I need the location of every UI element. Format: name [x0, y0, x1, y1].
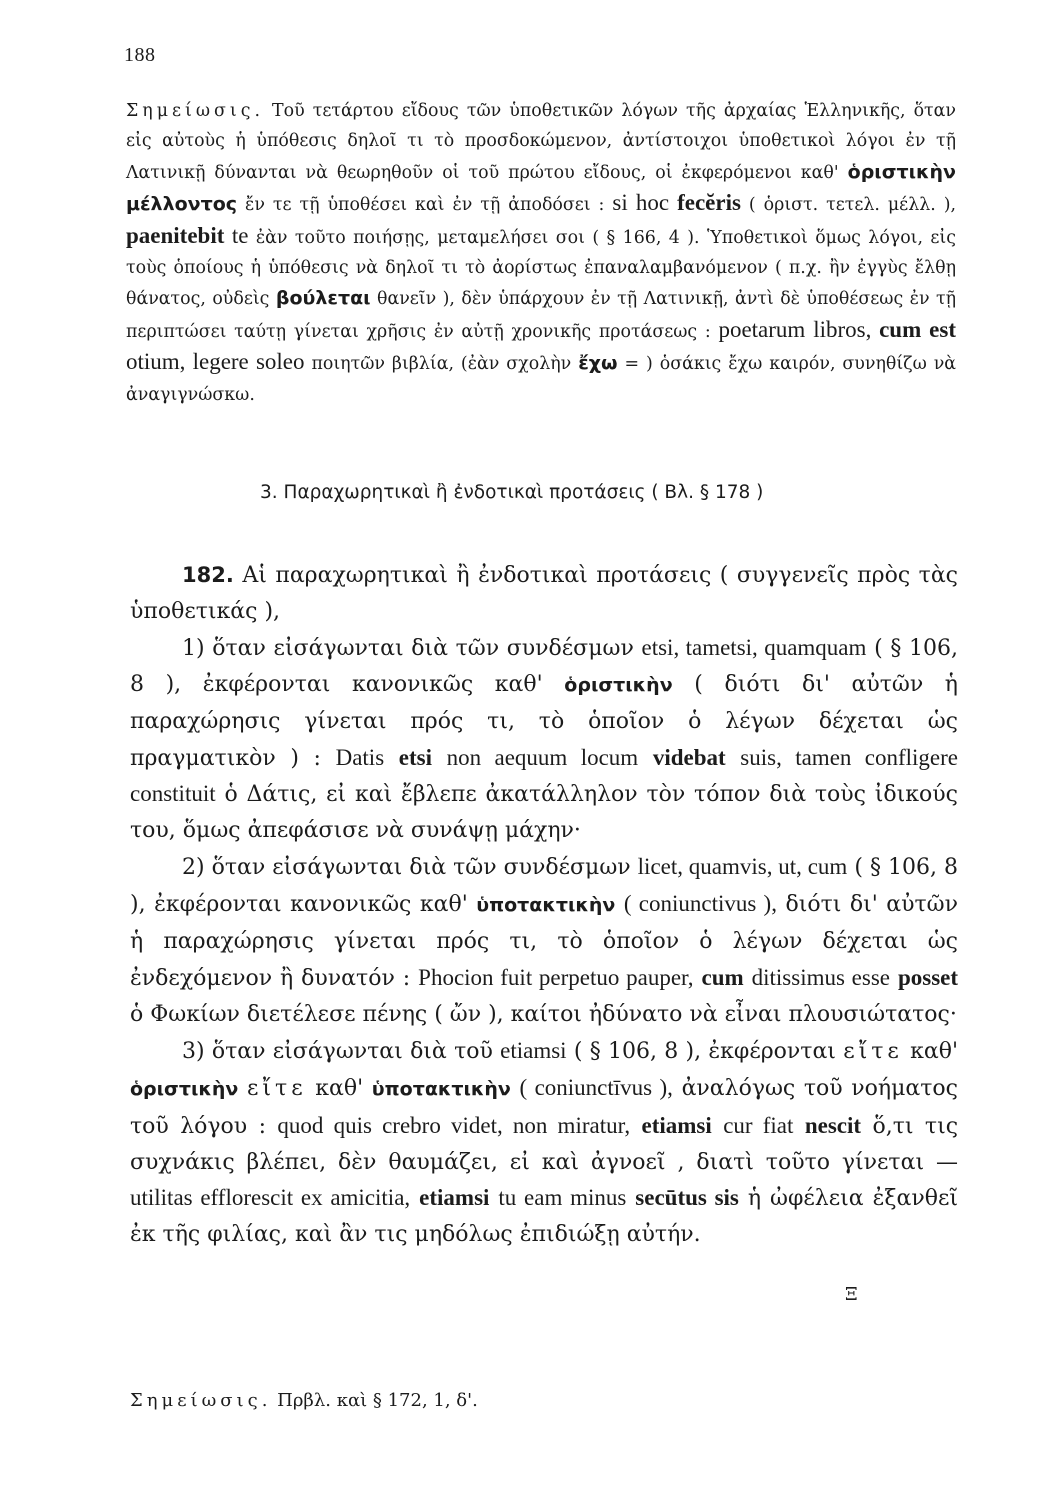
- item-text: διότι δι' αὐτῶν ἡ παραχώρησις γίνεται πρός τι, τὸ ὁποῖον ὁ λέγων δέχεται ὡς ἐνδεχόμενον ἢ δυνατόν :: [130, 892, 958, 991]
- note-2: [130, 1390, 478, 1411]
- item-text: ἀναλόγως τοῦ νοήματος τοῦ λόγου :: [130, 1075, 958, 1139]
- note-text: ( ὁριστ. τετελ. μέλλ. ),: [748, 195, 957, 216]
- section-number: 182.: [182, 563, 234, 587]
- item-text: ὅ,τι τις συχνάκις βλέπει, δὲν θαυμάζει, εἰ καὶ ἀγνοεῖ , διατὶ τοῦτο γίνεται —: [130, 1113, 959, 1175]
- latin-text: Datis: [335, 744, 385, 770]
- note-text: ἐὰν τοῦτο ποιήσῃς, μεταμελήσει σοι ( § 166, 4 ). Ὑποθετικοὶ ὅμως λόγοι, εἰς τοὺς ὁποίους ἡ ὑπόθεσις νὰ δηλοῖ τι τὸ ἀορίστως ἐπαναλαμβανόμενον ( π.χ. ἢν ἐγγὺς ἔλθῃ θάνατος, οὐδεὶς: [126, 227, 956, 310]
- item-text: ( § 106, 8 ), ἐκφέρονται κανονικῶς καθ': [130, 635, 958, 697]
- intro-text: Αἱ παραχωρητικαὶ ἢ ἐνδοτικαὶ προτάσεις ( συγγενεῖς πρὸς τὰς ὑποθετικάς ),: [130, 563, 958, 624]
- item-bold: ὁριστικὴν: [564, 673, 673, 696]
- item-text: ὁ Δάτις, εἰ καὶ ἔβλεπε ἀκατάλληλον τὸν τόπον διὰ τοὺς ἰδικούς του, ὅμως ἀπεφάσισε νὰ συνάψῃ μάχην·: [130, 782, 958, 844]
- latin-text: Phocion fuit perpetuo pauper,: [418, 964, 694, 990]
- latin-text: etiamsi: [500, 1037, 567, 1063]
- item-text: καθ': [315, 1075, 364, 1101]
- latin-bold: videbat: [652, 744, 726, 770]
- section-intro: [130, 558, 958, 630]
- note-text: = ) ὁσάκις ἔχω καιρόν, συνηθίζω νὰ ἀναγιγνώσκω.: [126, 354, 957, 405]
- latin-text: ( coniunctīvus ),: [519, 1074, 673, 1100]
- latin-bold: cum est: [879, 316, 957, 342]
- note-text: θανεῖν ), δὲν ὑπάρχουν ἐν τῇ Λατινικῇ, ἀντὶ δὲ ὑποθέσεως ἐν τῇ περιπτώσει ταύτῃ γίνεται χρῆσις ἐν αὐτῇ χρονικῆς προτάσεως :: [126, 289, 957, 342]
- spaced-word: εἴτε: [247, 1075, 307, 1101]
- note-text: Πρβλ. καὶ § 172, 1, δ'.: [277, 1390, 478, 1411]
- latin-text: ( coniunctivus ),: [623, 891, 777, 917]
- latin-bold: etiamsi: [641, 1112, 712, 1138]
- item-text: 3) ὅταν εἰσάγωνται διὰ τοῦ: [182, 1038, 493, 1064]
- note-bold: ὁριστικὴν μέλλοντος: [126, 160, 956, 216]
- spaced-word: εἴτε: [843, 1038, 903, 1064]
- section-182: [130, 558, 958, 1253]
- page-number: 188: [124, 44, 156, 66]
- latin-bold: secūtus sis: [635, 1185, 739, 1211]
- latin-text: suis, tamen confligere constituit: [130, 744, 958, 807]
- latin-bold: nescit: [804, 1112, 862, 1138]
- item-text: ( § 106, 8 ), ἐκφέρονται κανονικῶς καθ': [130, 855, 958, 918]
- latin-text: ditissimus esse: [751, 964, 890, 990]
- item-text: ἡ ὠφέλεια ἐξανθεῖ ἐκ τῆς φιλίας, καὶ ἂν τις μηδόλως ἐπιδιώξῃ αὐτήν.: [130, 1186, 958, 1248]
- margin-mark: Ξ: [845, 1284, 858, 1305]
- note-paragraph: [126, 96, 956, 410]
- latin-text: si hoc: [612, 190, 670, 216]
- latin-text: poetarum libros,: [718, 316, 872, 342]
- note-text: ἔν τε τῇ ὑποθέσει καὶ ἐν τῇ ἀποδόσει :: [245, 195, 605, 216]
- latin-bold: fecĕris: [677, 190, 741, 216]
- latin-text: tu eam minus: [498, 1185, 627, 1211]
- item-text: καθ': [910, 1038, 958, 1064]
- note-bold: ἔχω: [578, 352, 618, 375]
- item-3: [130, 1033, 958, 1253]
- note-text: ποιητῶν βιβλία, (ἐὰν σχολὴν: [311, 354, 572, 375]
- item-text: ( διότι δι' αὐτῶν ἡ παραχώρησις γίνεται πρός τι, τὸ ὁποῖον ὁ λέγων δέχεται ὡς πραγματικὸν ) :: [130, 671, 958, 771]
- latin-text: licet, quamvis, ut, cum: [637, 854, 848, 880]
- latin-text: otium, legere soleo: [126, 349, 305, 375]
- item-text: ( § 106, 8 ), ἐκφέρονται: [573, 1038, 836, 1064]
- latin-text: utilitas efflorescit ex amicitia,: [130, 1185, 411, 1211]
- item-bold: ὑποτακτικὴν: [476, 894, 616, 917]
- item-text: 1) ὅταν εἰσάγωνται διὰ τῶν συνδέσμων: [182, 635, 634, 661]
- note-bold: βούλεται: [275, 287, 371, 310]
- note-label: Σημείωσις.: [126, 101, 264, 121]
- item-bold: ὑποτακτικὴν: [371, 1077, 511, 1100]
- latin-text: te: [231, 222, 249, 248]
- note-text: Τοῦ τετάρτου εἴδους τῶν ὑποθετικῶν λόγων τῆς ἀρχαίας Ἑλληνικῆς, ὅταν εἰς αὐτοὺς ἡ ὑπόθεσις δηλοῖ τι τὸ προσδοκώμενον, ἀντίστοιχοι ὑποθετικοὶ λόγοι ἐν τῇ Λατινικῇ δύνανται νὰ θεωρηθοῦν οἱ τοῦ πρώτου εἴδους, οἱ ἐκφερόμενοι καθ': [126, 101, 956, 183]
- item-text: ὁ Φωκίων διετέλεσε πένης ( ὤν ), καίτοι ἠδύνατο νὰ εἶναι πλουσιώτατος·: [130, 1001, 957, 1027]
- section-heading: 3. Παραχωρητικαὶ ἢ ἐνδοτικαὶ προτάσεις ( Βλ. § 178 ): [260, 482, 764, 503]
- item-2: [130, 849, 958, 1033]
- latin-bold: cum: [701, 964, 744, 990]
- latin-text: non aequum locum: [446, 744, 639, 770]
- item-bold: ὁριστικὴν: [130, 1077, 239, 1100]
- latin-text: etsi, tametsi, quamquam: [641, 634, 867, 660]
- item-1: [130, 630, 958, 849]
- latin-bold: etsi: [398, 744, 432, 770]
- latin-text: cur fiat: [723, 1112, 794, 1138]
- latin-bold: paenitebit: [126, 222, 225, 248]
- item-text: 2) ὅταν εἰσάγωνται διὰ τῶν συνδέσμων: [182, 855, 631, 881]
- note-label: Σημείωσις.: [130, 1390, 272, 1411]
- latin-bold: posset: [897, 964, 959, 990]
- latin-bold: etiamsi: [419, 1185, 490, 1211]
- latin-text: quod quis crebro videt, non miratur,: [277, 1112, 631, 1138]
